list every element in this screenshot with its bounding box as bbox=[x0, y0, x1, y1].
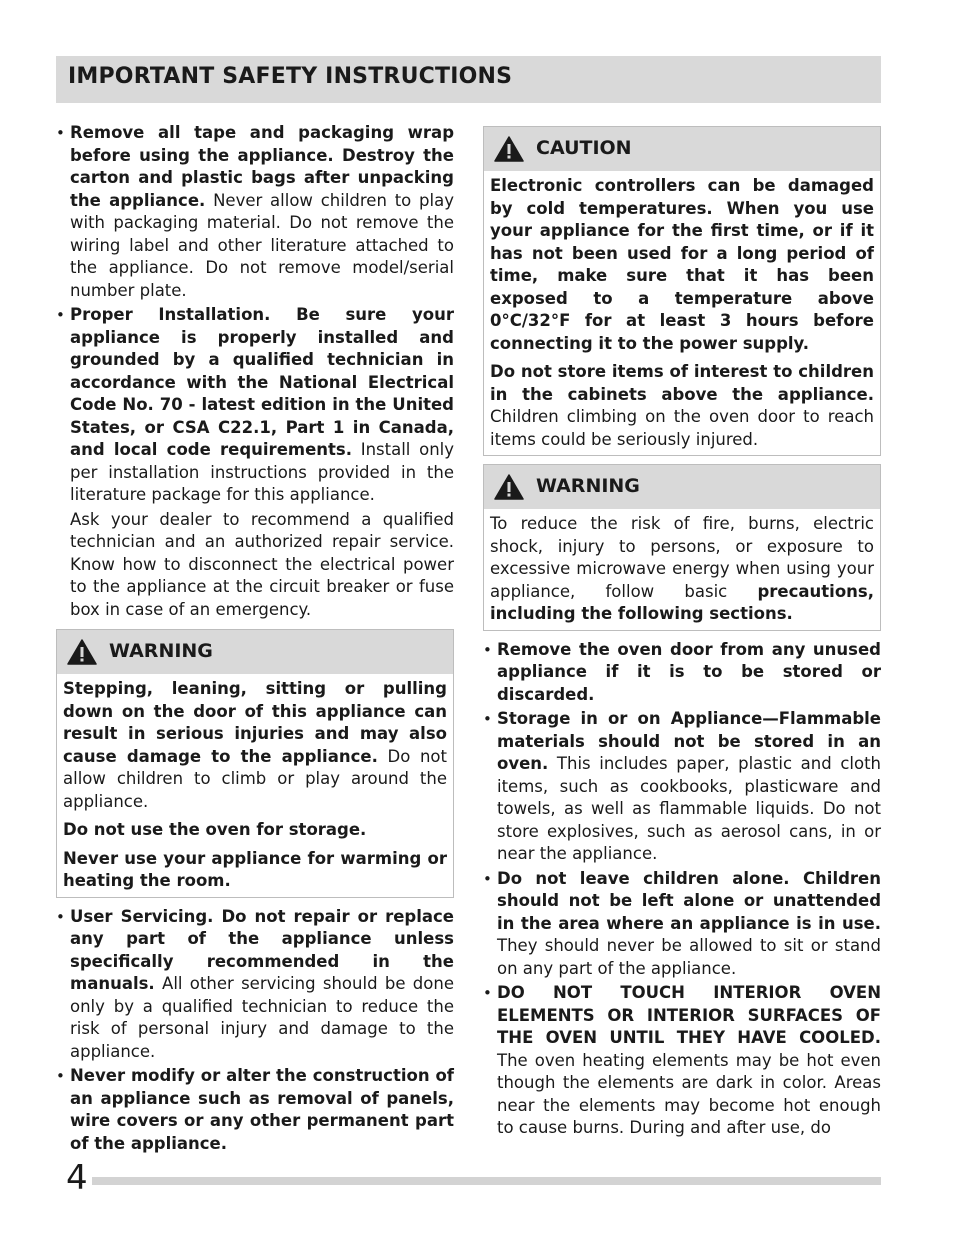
bullet-icon: • bbox=[56, 1067, 65, 1085]
bullet-bold-text: Do not leave children alone. Children should not be left alone or unattended in the area where an appliance is in use. bbox=[497, 868, 881, 933]
footer-rule bbox=[92, 1177, 881, 1185]
caution-text: Children climbing on the oven door to reach items could be seriously injured. bbox=[490, 407, 874, 449]
bullet-remove-oven-door bbox=[483, 639, 881, 707]
warning-paragraph bbox=[63, 819, 447, 842]
caution-bold-text: Electronic controllers can be damaged by cold temperatures. When you use your appliance for the first time, or if it has not been used for a long period of time, make sure that it has been exposed to a temperature above 0°C/32°F for at least 3 hours before connecting it to the power supply. bbox=[490, 176, 874, 353]
warning-paragraph bbox=[63, 678, 447, 813]
bullet-icon: • bbox=[56, 306, 65, 324]
warning-bold-text: Never use your appliance for warming or heating the room. bbox=[63, 848, 447, 890]
bullet-storage bbox=[483, 708, 881, 866]
bullet-icon: • bbox=[483, 640, 492, 659]
caution-box bbox=[483, 126, 881, 456]
warning-header bbox=[484, 465, 880, 509]
bullet-do-not-touch bbox=[483, 982, 881, 1140]
warning-text: To reduce the risk of fire, burns, electric shock, injury to persons, or exposure to excessive microwave energy when using your appliance, follow basic bbox=[490, 514, 874, 601]
warning-triangle-icon bbox=[67, 639, 97, 665]
bullet-never-modify bbox=[56, 1065, 454, 1155]
page-title: IMPORTANT SAFETY INSTRUCTIONS bbox=[68, 64, 513, 89]
warning-bold-text: precautions, including the following sections. bbox=[490, 581, 874, 623]
bullet-bold-text: Remove all tape and packaging wrap before using the appliance. Destroy the carton and plastic bags after unpacking the appliance. bbox=[70, 123, 454, 210]
caution-header bbox=[484, 127, 880, 171]
bullet-bold-text: Remove the oven door from any unused appliance if it is to be stored or discarded. bbox=[497, 639, 881, 704]
warning-paragraph bbox=[63, 848, 447, 893]
warning-label: WARNING bbox=[109, 640, 213, 662]
warning-paragraph bbox=[490, 513, 874, 626]
warning-header bbox=[57, 630, 453, 674]
bullet-icon: • bbox=[56, 124, 65, 142]
bullet-text: Never allow children to play with packaging material. Do not remove the wiring label and other literature attached to the appliance. Do not remove model/serial number plate. bbox=[70, 190, 454, 300]
warning-box-right bbox=[483, 464, 881, 631]
bullet-user-servicing bbox=[56, 906, 454, 1064]
bullet-bold-text: Storage in or on Appliance—Flammable materials should not be stored in an oven. bbox=[497, 709, 881, 773]
warning-body bbox=[484, 509, 880, 630]
right-column bbox=[483, 126, 881, 1142]
bullet-proper-installation bbox=[56, 304, 454, 507]
caution-bold-text: Do not store items of interest to children in the cabinets above the appliance. bbox=[490, 362, 874, 404]
page-number: 4 bbox=[66, 1158, 88, 1198]
installation-dealer-note: Ask your dealer to recommend a qualified technician and an authorized repair service. Know how to disconnect the electrical power to the appliance at the circuit breaker or fuse box in case of an emergency. bbox=[70, 509, 454, 619]
header-bar bbox=[56, 56, 881, 103]
bullet-bold-text: Proper Installation. Be sure your appliance is properly installed and grounded by a qualified technician in accordance with the National Electrical Code No. 70 - latest edition in the United States, or CSA C22.1, Part 1 in Canada, and local code requirements. bbox=[70, 305, 454, 459]
bullet-children-alone bbox=[483, 868, 881, 981]
bullet-text: They should never be allowed to sit or stand on any part of the appliance. bbox=[497, 936, 881, 978]
warning-bold-text: Do not use the oven for storage. bbox=[63, 820, 367, 839]
bullet-text: This includes paper, plastic and cloth items, such as cookbooks, plasticware and towels, as well as flammable liquids. Do not store explosives, such as aerosol cans, in or near the appliance. bbox=[497, 754, 881, 863]
bullet-icon: • bbox=[483, 869, 492, 888]
left-column bbox=[56, 122, 454, 1157]
caution-label: CAUTION bbox=[536, 137, 632, 159]
warning-box-left bbox=[56, 629, 454, 898]
warning-bold-text: Stepping, leaning, sitting or pulling down on the door of this appliance can result in serious injuries and may also cause damage to the appliance. bbox=[63, 679, 447, 766]
caution-body bbox=[484, 171, 880, 455]
bullet-text: All other servicing should be done only by a qualified technician to reduce the risk of personal injury and damage to the appliance. bbox=[70, 974, 454, 1061]
bullet-bold-text: Never modify or alter the construction of an appliance such as removal of panels, wire covers or any other permanent part of the appliance. bbox=[70, 1066, 454, 1153]
bullet-icon: • bbox=[483, 984, 492, 1002]
caution-paragraph bbox=[490, 175, 874, 355]
bullet-remove-tape bbox=[56, 122, 454, 302]
warning-label: WARNING bbox=[536, 475, 640, 497]
warning-triangle-icon bbox=[494, 474, 524, 500]
warning-text: Do not allow children to climb or play around the appliance. bbox=[63, 746, 447, 811]
caution-paragraph bbox=[490, 361, 874, 451]
bullet-bold-text: User Servicing. Do not repair or replace any part of the appliance unless specifically recommended in the manuals. bbox=[70, 906, 454, 993]
bullet-text: Install only per installation instructions provided in the literature package for this appliance. bbox=[70, 440, 454, 504]
bullet-bold-text: DO NOT TOUCH INTERIOR OVEN ELEMENTS OR INTERIOR SURFACES OF THE OVEN UNTIL THEY HAVE COOLED. bbox=[497, 983, 881, 1047]
bullet-text: The oven heating elements may be hot even though the elements are dark in color. Areas near the elements may become hot enough to cause burns. During and after use, do bbox=[497, 1050, 881, 1137]
warning-body bbox=[57, 674, 453, 897]
bullet-icon: • bbox=[56, 907, 65, 926]
warning-triangle-icon bbox=[494, 136, 524, 162]
bullet-icon: • bbox=[483, 710, 492, 728]
